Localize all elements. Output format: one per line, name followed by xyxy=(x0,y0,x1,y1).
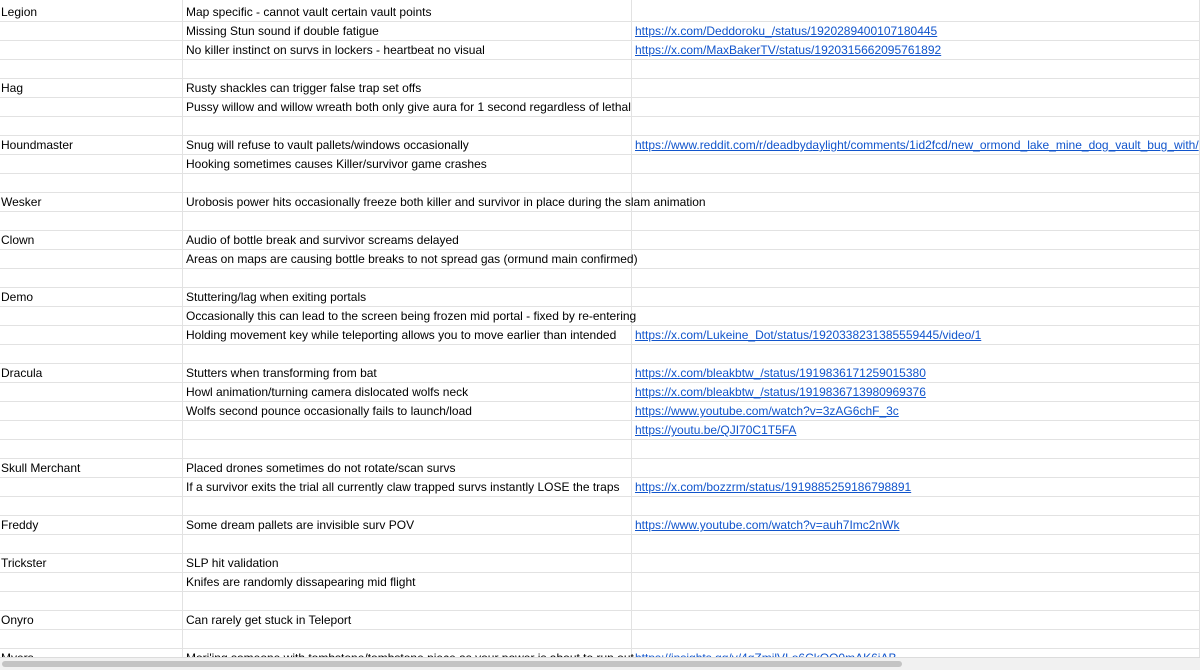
evidence-link-cell[interactable] xyxy=(635,155,1200,173)
killer-name-cell[interactable] xyxy=(0,269,183,287)
evidence-link-cell[interactable] xyxy=(635,573,1200,591)
table-row[interactable] xyxy=(0,155,1200,174)
table-row[interactable] xyxy=(0,440,1200,459)
evidence-link-cell[interactable] xyxy=(635,193,1200,211)
table-row[interactable] xyxy=(0,269,1200,288)
issue-description-cell[interactable]: Map specific - cannot vault certain vault points xyxy=(186,5,432,19)
evidence-link-cell[interactable] xyxy=(635,345,1200,363)
issue-description-cell[interactable]: Rusty shackles can trigger false trap set offs xyxy=(186,81,422,95)
issue-description-cell[interactable]: Knifes are randomly dissapearing mid flight xyxy=(186,575,416,589)
table-row[interactable] xyxy=(0,421,1200,440)
table-row[interactable] xyxy=(0,41,1200,60)
issue-description-cell[interactable] xyxy=(186,421,630,439)
table-row[interactable] xyxy=(0,98,1200,117)
issue-description-cell[interactable]: Pussy willow and willow wreath both only give aura for 1 second regardless of lethal xyxy=(186,100,631,114)
horizontal-scrollbar[interactable] xyxy=(0,657,1200,670)
table-row[interactable] xyxy=(0,592,1200,611)
evidence-link-cell[interactable] xyxy=(635,535,1200,553)
evidence-link-cell[interactable]: https://youtu.be/QJI70C1T5FA xyxy=(635,423,797,437)
evidence-link-cell[interactable]: https://x.com/Deddoroku_/status/1920289400107180445 xyxy=(635,24,938,38)
scrollbar-thumb[interactable] xyxy=(2,661,902,667)
evidence-link-cell[interactable] xyxy=(635,60,1200,78)
table-row[interactable] xyxy=(0,3,1200,22)
issue-description-cell[interactable] xyxy=(186,630,630,648)
table-row[interactable] xyxy=(0,497,1200,516)
issue-description-cell[interactable]: Snug will refuse to vault pallets/windows occasionally xyxy=(186,138,469,152)
issue-description-cell[interactable]: Stuttering/lag when exiting portals xyxy=(186,290,367,304)
killer-name-cell[interactable] xyxy=(0,307,183,325)
killer-name-cell[interactable] xyxy=(0,326,183,344)
evidence-link-cell[interactable] xyxy=(635,440,1200,458)
evidence-link-cell[interactable] xyxy=(635,288,1200,306)
evidence-link-cell[interactable]: https://www.youtube.com/watch?v=3zAG6chF_3c xyxy=(635,404,899,418)
issue-description-cell[interactable] xyxy=(186,117,630,135)
evidence-link-cell[interactable] xyxy=(635,212,1200,230)
table-row[interactable] xyxy=(0,117,1200,136)
table-row[interactable] xyxy=(0,364,1200,383)
killer-name-cell[interactable]: Clown xyxy=(1,233,35,247)
evidence-link-cell[interactable] xyxy=(635,231,1200,249)
killer-name-cell[interactable]: Trickster xyxy=(1,556,47,570)
issue-description-cell[interactable] xyxy=(186,269,630,287)
evidence-link-cell[interactable] xyxy=(635,630,1200,648)
evidence-link-cell[interactable]: https://x.com/Lukeine_Dot/status/1920338231385559445/video/1 xyxy=(635,328,982,342)
issue-description-cell[interactable]: Audio of bottle break and survivor screams delayed xyxy=(186,233,459,247)
issue-description-cell[interactable]: No killer instinct on survs in lockers - heartbeat no visual xyxy=(186,43,485,57)
issue-description-cell[interactable]: If a survivor exits the trial all currently claw trapped survs instantly LOSE the traps xyxy=(186,480,620,494)
evidence-link-cell[interactable]: https://x.com/bleakbtw_/status/1919836713980969376 xyxy=(635,385,926,399)
killer-name-cell[interactable] xyxy=(0,60,183,78)
issue-description-cell[interactable]: Holding movement key while teleporting allows you to move earlier than intended xyxy=(186,328,617,342)
table-row[interactable] xyxy=(0,193,1200,212)
table-row[interactable] xyxy=(0,516,1200,535)
killer-name-cell[interactable] xyxy=(0,440,183,458)
issue-description-cell[interactable]: Hooking sometimes causes Killer/survivor game crashes xyxy=(186,157,487,171)
evidence-link-cell[interactable] xyxy=(635,117,1200,135)
evidence-link-cell[interactable] xyxy=(635,269,1200,287)
table-row[interactable] xyxy=(0,60,1200,79)
killer-name-cell[interactable] xyxy=(0,98,183,116)
table-row[interactable] xyxy=(0,573,1200,592)
issue-description-cell[interactable] xyxy=(186,345,630,363)
evidence-link-cell[interactable] xyxy=(635,174,1200,192)
table-row[interactable] xyxy=(0,326,1200,345)
table-row[interactable] xyxy=(0,288,1200,307)
issue-description-cell[interactable] xyxy=(186,592,630,610)
evidence-link-cell[interactable]: https://x.com/MaxBakerTV/status/1920315662095761892 xyxy=(635,43,942,57)
evidence-link-cell[interactable] xyxy=(635,592,1200,610)
evidence-link-cell[interactable]: https://www.reddit.com/r/deadbydaylight/comments/1id2fcd/new_ormond_lake_mine_dog_vault_bug_with/ xyxy=(635,138,1199,152)
evidence-link-cell[interactable] xyxy=(635,3,1200,21)
issue-description-cell[interactable]: Can rarely get stuck in Teleport xyxy=(186,613,352,627)
killer-name-cell[interactable] xyxy=(0,478,183,496)
killer-name-cell[interactable] xyxy=(0,212,183,230)
table-row[interactable] xyxy=(0,22,1200,41)
table-row[interactable] xyxy=(0,459,1200,478)
table-row[interactable] xyxy=(0,478,1200,497)
killer-name-cell[interactable] xyxy=(0,345,183,363)
evidence-link-cell[interactable] xyxy=(635,250,1200,268)
killer-name-cell[interactable] xyxy=(0,22,183,40)
killer-name-cell[interactable]: Freddy xyxy=(1,518,39,532)
killer-name-cell[interactable]: Hag xyxy=(1,81,24,95)
issue-description-cell[interactable]: Occasionally this can lead to the screen being frozen mid portal - fixed by re-entering xyxy=(186,309,637,323)
table-row[interactable] xyxy=(0,79,1200,98)
table-row[interactable] xyxy=(0,231,1200,250)
issue-description-cell[interactable]: Placed drones sometimes do not rotate/scan survs xyxy=(186,461,456,475)
killer-name-cell[interactable]: Houndmaster xyxy=(1,138,74,152)
table-row[interactable] xyxy=(0,611,1200,630)
evidence-link-cell[interactable] xyxy=(635,307,1200,325)
issue-description-cell[interactable] xyxy=(186,212,630,230)
killer-name-cell[interactable] xyxy=(0,421,183,439)
issue-description-cell[interactable]: Stutters when transforming from bat xyxy=(186,366,377,380)
killer-name-cell[interactable]: Wesker xyxy=(1,195,42,209)
issue-description-cell[interactable]: SLP hit validation xyxy=(186,556,279,570)
issue-description-cell[interactable] xyxy=(186,60,630,78)
killer-name-cell[interactable]: Legion xyxy=(1,5,38,19)
issue-description-cell[interactable]: Howl animation/turning camera dislocated wolfs neck xyxy=(186,385,469,399)
evidence-link-cell[interactable] xyxy=(635,497,1200,515)
evidence-link-cell[interactable] xyxy=(635,459,1200,477)
table-row[interactable] xyxy=(0,535,1200,554)
issue-description-cell[interactable]: Urobosis power hits occasionally freeze both killer and survivor in place during the slam animation xyxy=(186,195,706,209)
killer-name-cell[interactable] xyxy=(0,250,183,268)
killer-name-cell[interactable] xyxy=(0,402,183,420)
table-row[interactable] xyxy=(0,307,1200,326)
killer-name-cell[interactable] xyxy=(0,174,183,192)
killer-name-cell[interactable] xyxy=(0,41,183,59)
evidence-link-cell[interactable] xyxy=(635,611,1200,629)
killer-name-cell[interactable] xyxy=(0,155,183,173)
killer-name-cell[interactable]: Onyro xyxy=(1,613,34,627)
killer-name-cell[interactable]: Demo xyxy=(1,290,34,304)
evidence-link-cell[interactable] xyxy=(635,554,1200,572)
issue-description-cell[interactable] xyxy=(186,535,630,553)
issue-description-cell[interactable]: Wolfs second pounce occasionally fails to launch/load xyxy=(186,404,472,418)
killer-name-cell[interactable] xyxy=(0,630,183,648)
killer-name-cell[interactable] xyxy=(0,117,183,135)
table-row[interactable] xyxy=(0,554,1200,573)
killer-name-cell[interactable] xyxy=(0,497,183,515)
table-row[interactable] xyxy=(0,250,1200,269)
table-row[interactable] xyxy=(0,402,1200,421)
killer-name-cell[interactable] xyxy=(0,383,183,401)
killer-name-cell[interactable] xyxy=(0,535,183,553)
table-row[interactable] xyxy=(0,630,1200,649)
evidence-link-cell[interactable] xyxy=(635,98,1200,116)
issue-description-cell[interactable]: Areas on maps are causing bottle breaks to not spread gas (ormund main confirmed) xyxy=(186,252,638,266)
issue-description-cell[interactable] xyxy=(186,440,630,458)
issue-description-cell[interactable] xyxy=(186,497,630,515)
killer-name-cell[interactable] xyxy=(0,573,183,591)
table-row[interactable] xyxy=(0,212,1200,231)
killer-name-cell[interactable]: Skull Merchant xyxy=(1,461,81,475)
killer-name-cell[interactable] xyxy=(0,592,183,610)
evidence-link-cell[interactable] xyxy=(635,79,1200,97)
evidence-link-cell[interactable]: https://x.com/bozzrm/status/1919885259186798891 xyxy=(635,480,912,494)
table-row[interactable] xyxy=(0,383,1200,402)
table-row[interactable] xyxy=(0,136,1200,155)
evidence-link-cell[interactable]: https://x.com/bleakbtw_/status/1919836171259015380 xyxy=(635,366,926,380)
evidence-link-cell[interactable]: https://www.youtube.com/watch?v=auh7Imc2nWk xyxy=(635,518,900,532)
issue-description-cell[interactable]: Some dream pallets are invisible surv POV xyxy=(186,518,415,532)
issue-description-cell[interactable]: Missing Stun sound if double fatigue xyxy=(186,24,379,38)
table-row[interactable] xyxy=(0,345,1200,364)
issue-description-cell[interactable] xyxy=(186,174,630,192)
killer-name-cell[interactable]: Dracula xyxy=(1,366,43,380)
table-row[interactable] xyxy=(0,174,1200,193)
